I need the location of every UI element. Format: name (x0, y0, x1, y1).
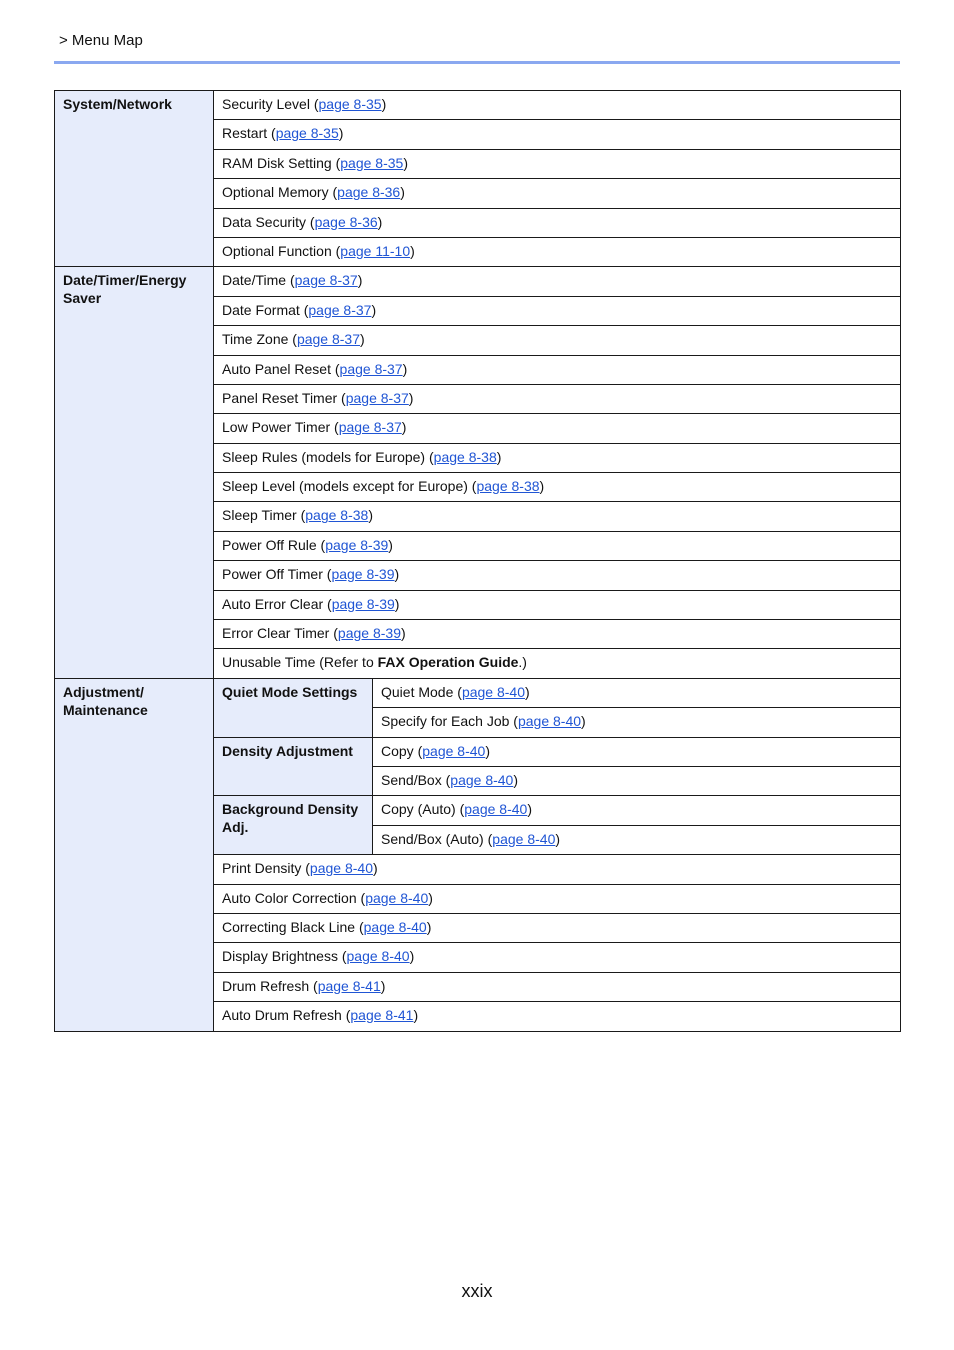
menu-item: Auto Color Correction (page 8-40) (214, 884, 901, 913)
table-row (55, 678, 901, 707)
menu-item-label: Print Density (222, 860, 302, 877)
menu-item-label: Quiet Mode (381, 683, 454, 700)
page-link[interactable]: page 8-40 (517, 713, 582, 730)
menu-item-label: Restart (222, 125, 268, 142)
menu-item: Date Format (page 8-37) (214, 296, 901, 325)
page-link[interactable]: page 8-38 (476, 478, 540, 495)
menu-item: Auto Panel Reset (page 8-37) (214, 355, 901, 384)
section-date-timer-energy-saver: Date/Timer/Energy Saver (55, 267, 214, 678)
menu-item: Send/Box (Auto) (page 8-40) (373, 825, 901, 854)
menu-item-label: Sleep Rules (models for Europe) (222, 448, 426, 465)
page-link[interactable]: page 8-39 (331, 566, 395, 583)
subsection-title: Background Density Adj. (214, 796, 373, 855)
page-link[interactable]: page 8-35 (340, 154, 404, 171)
menu-item: Optional Memory (page 8-36) (214, 179, 901, 208)
menu-item: Copy (page 8-40) (373, 737, 901, 766)
menu-item-label: Power Off Timer (222, 566, 323, 583)
subsection-title: Density Adjustment (214, 737, 373, 796)
header-divider (54, 61, 900, 64)
menu-item: Low Power Timer (page 8-37) (214, 414, 901, 443)
menu-map-table (54, 90, 901, 1032)
menu-item-label: Auto Panel Reset (222, 360, 331, 377)
page-link[interactable]: page 8-40 (461, 683, 525, 700)
menu-item: Sleep Rules (models for Europe) (page 8-38) (214, 443, 901, 472)
section-adjustment-maintenance: Adjustment/ Maintenance (55, 678, 214, 1031)
page-link[interactable]: page 8-39 (325, 536, 389, 553)
menu-item: Optional Function (page 11-10) (214, 237, 901, 266)
menu-item-label: Optional Function (222, 242, 332, 259)
guide-reference: FAX Operation Guide (377, 654, 519, 671)
menu-item-label: Copy (Auto) (381, 801, 456, 818)
menu-item: Date/Time (page 8-37) (214, 267, 901, 296)
page-link[interactable]: page 8-40 (450, 771, 514, 788)
page-link[interactable]: page 8-39 (331, 595, 395, 612)
page-link[interactable]: page 8-37 (294, 272, 358, 289)
menu-item: Drum Refresh (page 8-41) (214, 972, 901, 1001)
page-link[interactable]: page 8-40 (422, 742, 486, 759)
page-link[interactable]: page 8-40 (309, 860, 373, 877)
menu-item-label: RAM Disk Setting (222, 154, 332, 171)
table-row (55, 267, 901, 296)
page-link[interactable]: page 8-41 (317, 977, 381, 994)
page-link[interactable]: page 8-40 (464, 801, 528, 818)
section-system-network: System/Network (55, 91, 214, 267)
page-link[interactable]: page 8-35 (275, 125, 339, 142)
menu-item: Specify for Each Job (page 8-40) (373, 708, 901, 737)
menu-item-label: Send/Box (Auto) (381, 830, 484, 847)
menu-item: Print Density (page 8-40) (214, 855, 901, 884)
page-link[interactable]: page 8-40 (365, 889, 429, 906)
page-link[interactable]: page 8-36 (337, 184, 401, 201)
page-link[interactable]: page 8-41 (350, 1007, 414, 1024)
page-link[interactable]: page 8-37 (339, 360, 403, 377)
menu-item-label: Sleep Level (models except for Europe) (222, 478, 468, 495)
subsection-title: Quiet Mode Settings (214, 678, 373, 737)
menu-item: Send/Box (page 8-40) (373, 766, 901, 795)
menu-item: Correcting Black Line (page 8-40) (214, 913, 901, 942)
menu-item-label: Drum Refresh (222, 977, 310, 994)
menu-item-label: Auto Error Clear (222, 595, 324, 612)
menu-item: Security Level (page 8-35) (214, 91, 901, 120)
menu-item: Power Off Rule (page 8-39) (214, 531, 901, 560)
menu-item: Time Zone (page 8-37) (214, 326, 901, 355)
page-link[interactable]: page 8-38 (433, 448, 497, 465)
page-link[interactable]: page 8-36 (314, 213, 378, 230)
table-row (55, 91, 901, 120)
page-link[interactable]: page 8-37 (296, 331, 361, 348)
menu-item: Auto Error Clear (page 8-39) (214, 590, 901, 619)
page-link[interactable]: page 11-10 (340, 242, 411, 259)
page-link[interactable]: page 8-38 (305, 507, 369, 524)
menu-item: Copy (Auto) (page 8-40) (373, 796, 901, 825)
menu-item-label: Correcting Black Line (222, 918, 356, 935)
menu-item-label: Date/Time (222, 272, 287, 289)
menu-item-label: Data Security (222, 213, 307, 230)
menu-item-label: Auto Color Correction (222, 889, 357, 906)
menu-item: Error Clear Timer (page 8-39) (214, 620, 901, 649)
menu-item: Panel Reset Timer (page 8-37) (214, 384, 901, 413)
menu-item: Quiet Mode (page 8-40) (373, 678, 901, 707)
menu-item-label: Display Brightness (222, 948, 338, 965)
page-link[interactable]: page 8-40 (363, 918, 427, 935)
menu-item-label: Time Zone (222, 331, 289, 348)
menu-item-label: Panel Reset Timer (222, 389, 338, 406)
menu-item-label: Security Level (222, 96, 310, 112)
menu-item: Sleep Timer (page 8-38) (214, 502, 901, 531)
page-link[interactable]: page 8-40 (492, 830, 556, 847)
page-link[interactable]: page 8-35 (318, 96, 382, 112)
breadcrumb: > Menu Map (59, 32, 143, 49)
menu-item-label: Error Clear Timer (222, 625, 330, 642)
menu-item-label: Sleep Timer (222, 507, 297, 524)
page-link[interactable]: page 8-40 (346, 948, 410, 965)
menu-item: Power Off Timer (page 8-39) (214, 561, 901, 590)
page-link[interactable]: page 8-39 (337, 625, 401, 642)
menu-item-label: Unusable Time (Refer to (222, 654, 378, 671)
page-link[interactable]: page 8-37 (345, 389, 409, 406)
menu-item-label: Low Power Timer (222, 419, 331, 436)
menu-item: Restart (page 8-35) (214, 120, 901, 149)
menu-item: Sleep Level (models except for Europe) (page 8-38) (214, 473, 901, 502)
page-link[interactable]: page 8-37 (308, 301, 372, 318)
menu-item-label-end: .) (518, 654, 527, 671)
menu-item-label: Auto Drum Refresh (222, 1007, 342, 1024)
page-link[interactable]: page 8-37 (338, 419, 402, 436)
menu-item-label: Power Off Rule (222, 536, 317, 553)
page-number: xxix (461, 1281, 493, 1301)
menu-item (214, 649, 901, 678)
menu-item: Data Security (page 8-36) (214, 208, 901, 237)
menu-item: Display Brightness (page 8-40) (214, 943, 901, 972)
menu-item: Auto Drum Refresh (page 8-41) (214, 1002, 901, 1031)
menu-item-label: Send/Box (381, 771, 442, 788)
menu-item-label: Copy (381, 742, 414, 759)
menu-item-label: Specify for Each Job (381, 713, 510, 730)
menu-item-label: Date Format (222, 301, 300, 318)
menu-item: RAM Disk Setting (page 8-35) (214, 149, 901, 178)
menu-item-label: Optional Memory (222, 184, 329, 201)
